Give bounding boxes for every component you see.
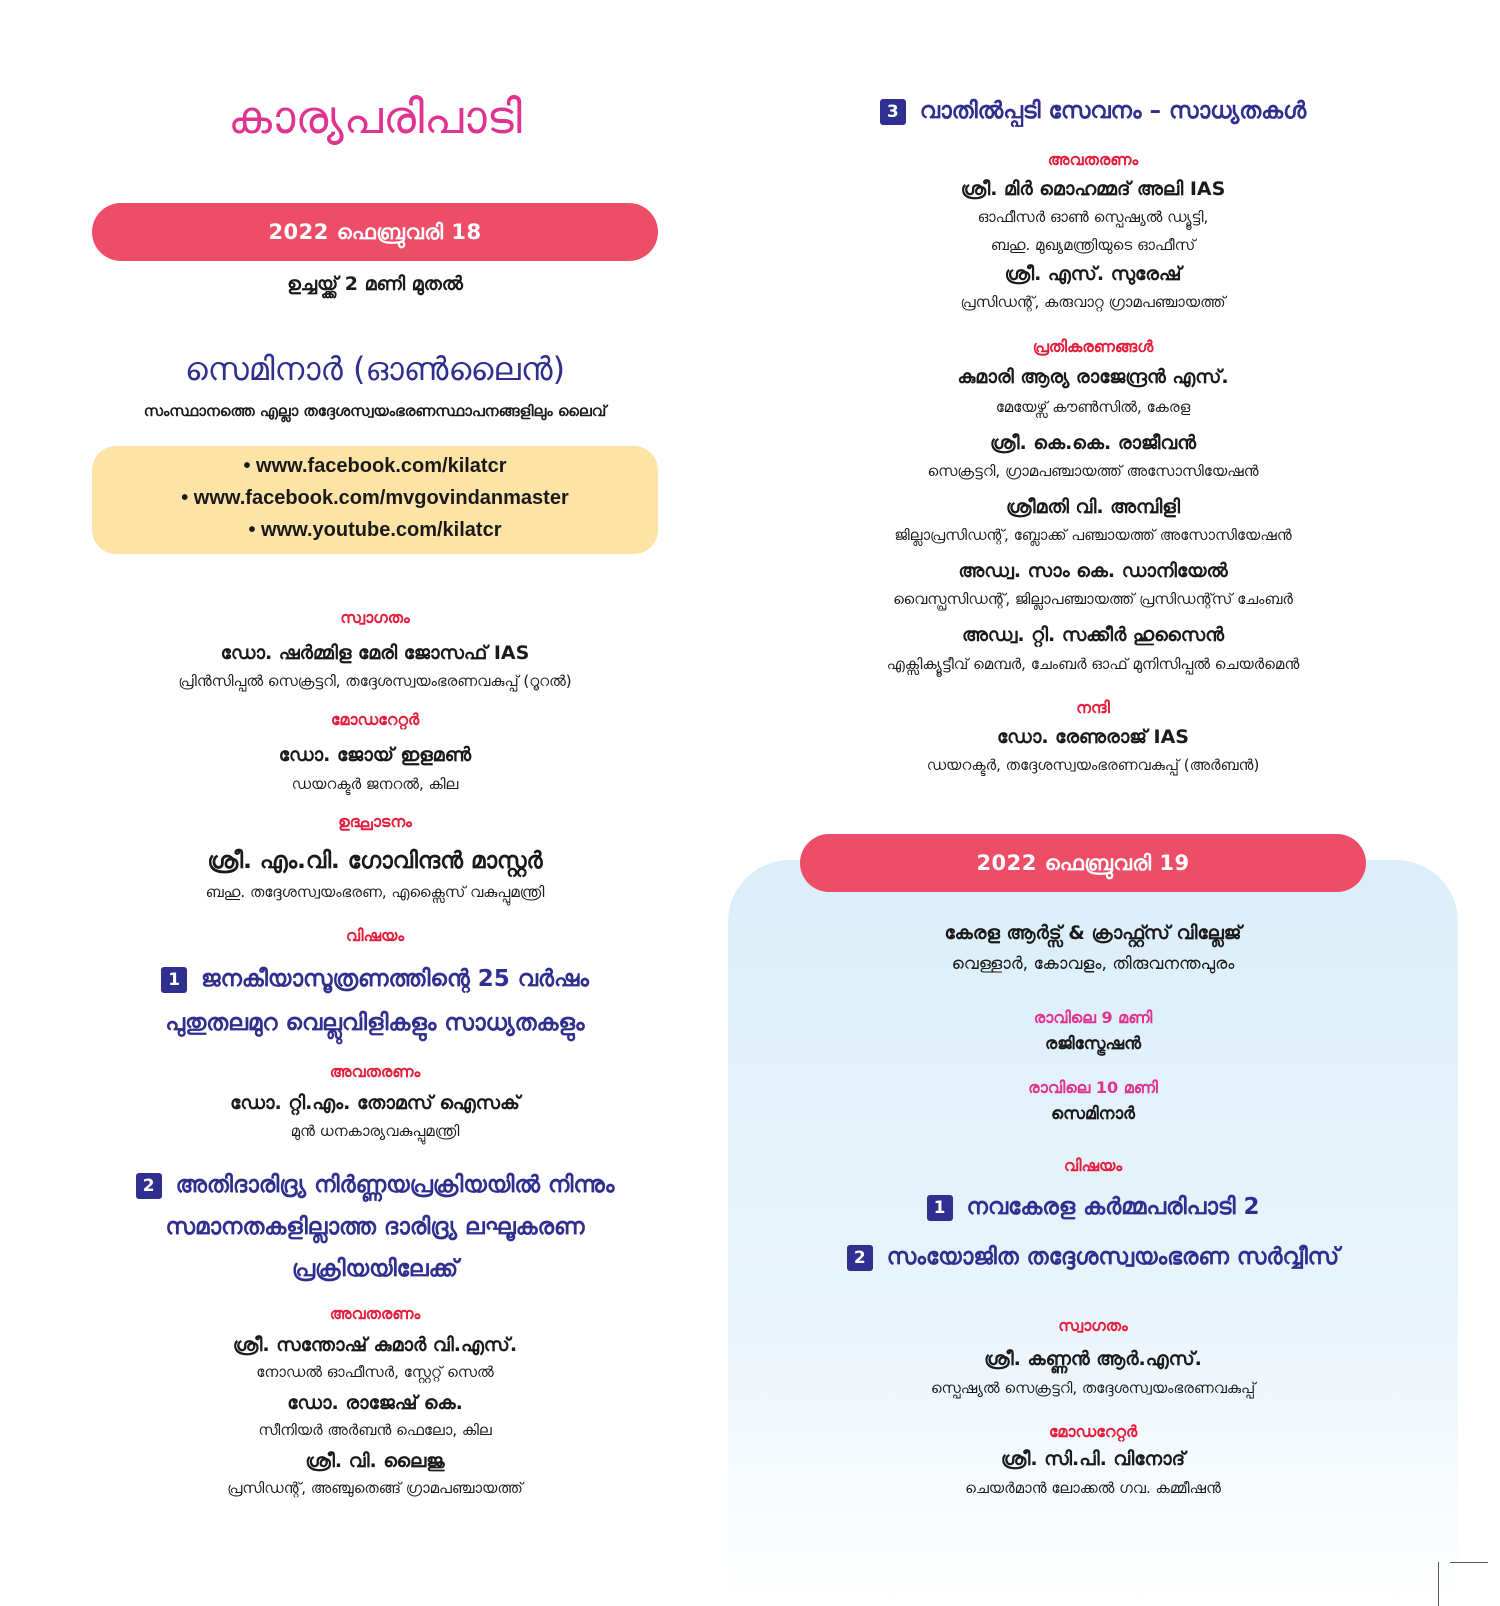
facebook-kila-link[interactable]: • www.facebook.com/kilatcr (243, 455, 507, 477)
day2-time2: രാവിലെ 10 മണി (1028, 1078, 1158, 1097)
moderator-name: ഡോ. ജോയ് ഇളമൺ (278, 744, 472, 766)
day2-welcome-designation: സ്പെഷ്യൽ സെക്രട്ടറി, തദ്ദേശസ്വയംഭരണവകുപ്പ് (930, 1379, 1256, 1397)
topic3-presenter1-name: ശ്രീ. മിർ മൊഹമ്മദ് അലി IAS (960, 178, 1226, 200)
welcome-label: സ്വാഗതം (340, 608, 410, 627)
welcome-designation: പ്രിൻസിപ്പൽ സെക്രട്ടറി, തദ്ദേശസ്വയംഭരണവകുപ്പ് (റൂറൽ) (178, 672, 572, 690)
inauguration-label: ഉദ്ഘാടനം (338, 812, 412, 831)
day2-welcome-label: സ്വാഗതം (1058, 1316, 1128, 1335)
topic2-speaker3-name: ശ്രീ. വി. ലൈജു (305, 1450, 445, 1472)
day2-moderator-designation: ചെയർമാൻ ലോക്കൽ ഗവ. കമ്മീഷൻ (965, 1479, 1221, 1497)
topic2-title-line3: പ്രക്രിയയിലേക്ക് (291, 1256, 459, 1282)
topic1-presenter-designation: മുൻ ധനകാര്യവകുപ്പുമന്ത്രി (290, 1122, 460, 1140)
subject-label: വിഷയം (345, 926, 405, 945)
topic1-title-line1: ജനകീയാസൂത്രണത്തിന്റെ 25 വർഷം (201, 966, 589, 992)
topic2-speaker1-designation: നോഡൽ ഓഫീസർ, സ്റ്റേറ്റ് സെൽ (256, 1363, 494, 1381)
topic3-title: വാതിൽപ്പടി സേവനം – സാധ്യതകൾ (919, 98, 1307, 124)
responses-label: പ്രതികരണങ്ങൾ (1032, 337, 1154, 356)
topic2-presentation-label: അവതരണം (329, 1304, 421, 1323)
day2-welcome-name: ശ്രീ. കണ്ണൻ ആർ.എസ്. (984, 1348, 1202, 1370)
seminar-subtitle: സംസ്ഥാനത്തെ എല്ലാ തദ്ദേശസ്വയംഭരണസ്ഥാപനങ്ങളിലും ലൈവ് (143, 402, 607, 420)
topic2-title-line1: അതിദാരിദ്ര്യ നിർണ്ണയപ്രക്രിയയിൽ നിന്നും (175, 1172, 615, 1198)
topic2-speaker2-name: ഡോ. രാജേഷ് കെ. (287, 1392, 463, 1414)
crop-mark-horizontal (1450, 1562, 1488, 1563)
day2-date-banner: 2022 ഫെബ്രുവരി 19 (800, 834, 1366, 892)
topic3-heading (728, 98, 1458, 125)
welcome-name: ഡോ. ഷർമ്മിള മേരി ജോസഫ് IAS (220, 642, 530, 664)
inauguration-name: ശ്രീ. എം.വി. ഗോവിന്ദൻ മാസ്റ്റർ (207, 848, 543, 874)
topic1-number: 1 (161, 967, 187, 993)
topic3-presentation-label: അവതരണം (1047, 150, 1139, 169)
responder5-name: അഡ്വ. റ്റി. സക്കീർ ഹുസൈൻ (961, 624, 1225, 646)
live-links-box (92, 446, 658, 554)
responder3-designation: ജില്ലാപ്രസിഡന്റ്, ബ്ലോക്ക് പഞ്ചായത്ത് അസോസിയേഷൻ (894, 526, 1292, 544)
day2-topic1-number: 1 (927, 1195, 953, 1221)
thanks-designation: ഡയറക്ടർ, തദ്ദേശസ്വയംഭരണവകുപ്പ് (അർബൻ) (926, 756, 1260, 774)
responder2-designation: സെക്രട്ടറി, ഗ്രാമപഞ്ചായത്ത് അസോസിയേഷൻ (927, 462, 1259, 480)
topic1-presenter-name: ഡോ. റ്റി.എം. തോമസ് ഐസക് (230, 1092, 520, 1114)
day2-event1: രജിസ്ട്രേഷൻ (1045, 1034, 1141, 1054)
day2-topic1-title: നവകേരള കർമ്മപരിപാടി 2 (966, 1194, 1260, 1220)
topic2-title-line2: സമാനതകളില്ലാത്ത ദാരിദ്ര്യ ലഘൂകരണ (165, 1214, 585, 1240)
facebook-minister-link[interactable]: • www.facebook.com/mvgovindanmaster (181, 487, 569, 509)
topic2-number: 2 (136, 1173, 162, 1199)
thanks-label: നന്ദി (1076, 698, 1110, 717)
day2-topic2 (728, 1244, 1458, 1271)
day2-moderator-name: ശ്രീ. സി.പി. വിനോദ് (1000, 1448, 1186, 1470)
page-title: കാര്യപരിപാടി (228, 90, 522, 144)
seminar-title: സെമിനാർ (ഓൺലൈൻ) (184, 350, 566, 388)
day2-topic2-number: 2 (847, 1245, 873, 1271)
responder4-name: അഡ്വ. സാം കെ. ഡാനിയേൽ (958, 560, 1228, 582)
topic2-speaker2-designation: സീനിയർ അർബൻ ഫെലോ, കില (258, 1421, 492, 1439)
day1-date-banner: 2022 ഫെബ്രുവരി 18 (92, 203, 658, 261)
day2-topic1 (728, 1194, 1458, 1221)
topic3-presenter2-name: ശ്രീ. എസ്. സുരേഷ് (1004, 263, 1182, 285)
day2-address: വെള്ളാർ, കോവളം, തിരുവനന്തപുരം (951, 954, 1235, 974)
topic1-presentation-label: അവതരണം (329, 1062, 421, 1081)
topic3-presenter1-designation1: ഓഫീസർ ഓൺ സ്പെഷ്യൽ ഡ്യൂട്ടി, (977, 208, 1209, 226)
day2-moderator-label: മോഡറേറ്റർ (1048, 1422, 1138, 1441)
topic2-line1 (92, 1172, 658, 1199)
youtube-kila-link[interactable]: • www.youtube.com/kilatcr (248, 519, 502, 541)
topic1-line1 (92, 966, 658, 993)
responder2-name: ശ്രീ. കെ.കെ. രാജീവൻ (990, 432, 1196, 454)
topic3-presenter2-designation: പ്രസിഡന്റ്, കരുവാറ്റ ഗ്രാമപഞ്ചായത്ത് (960, 293, 1226, 311)
responder1-designation: മേയേഴ്സ് കൗൺസിൽ, കേരള (995, 398, 1191, 416)
inauguration-designation: ബഹു. തദ്ദേശസ്വയംഭരണ, എക്സൈസ് വകുപ്പുമന്ത്രി (205, 883, 545, 901)
topic2-speaker3-designation: പ്രസിഡന്റ്, അഞ്ചുതെങ്ങ് ഗ്രാമപഞ്ചായത്ത് (227, 1479, 523, 1497)
topic1-title-line2: പുതുതലമുറ വെല്ലുവിളികളും സാധ്യതകളും (165, 1010, 585, 1036)
responder1-name: കുമാരി ആര്യ രാജേന്ദ്രൻ എസ്. (957, 366, 1229, 388)
crop-mark-vertical (1438, 1562, 1439, 1606)
responder3-name: ശ്രീമതി വി. അമ്പിളി (1005, 496, 1180, 518)
thanks-name: ഡോ. രേണുരാജ് IAS (997, 726, 1189, 748)
topic2-speaker1-name: ശ്രീ. സന്തോഷ് കുമാർ വി.എസ്. (232, 1334, 518, 1356)
moderator-designation: ഡയറക്ടർ ജനറൽ, കില (291, 775, 459, 793)
day2-topic2-title: സംയോജിത തദ്ദേശസ്വയംഭരണ സർവ്വീസ് (886, 1244, 1340, 1270)
responder4-designation: വൈസ്പ്രസിഡന്റ്, ജില്ലാപഞ്ചായത്ത് പ്രസിഡന്റ്സ് ചേംബർ (893, 590, 1293, 608)
day2-subject-label: വിഷയം (1063, 1156, 1123, 1175)
day2-venue: കേരള ആർട്സ് & ക്രാഫ്റ്റ്സ് വില്ലേജ് (944, 922, 1242, 944)
topic3-number: 3 (880, 99, 906, 125)
moderator-label: മോഡറേറ്റർ (330, 710, 420, 729)
day2-event2: സെമിനാർ (1051, 1104, 1135, 1124)
responder5-designation: എക്സിക്യൂട്ടീവ് മെമ്പർ, ചേംബർ ഓഫ് മുനിസിപ്പൽ ചെയർമെൻ (886, 655, 1300, 673)
topic3-presenter1-designation2: ബഹു. മുഖ്യമന്ത്രിയുടെ ഓഫീസ് (990, 236, 1196, 254)
day2-time1: രാവിലെ 9 മണി (1033, 1008, 1153, 1027)
day1-time: ഉച്ചയ്ക്ക് 2 മണി മുതൽ (287, 273, 463, 295)
